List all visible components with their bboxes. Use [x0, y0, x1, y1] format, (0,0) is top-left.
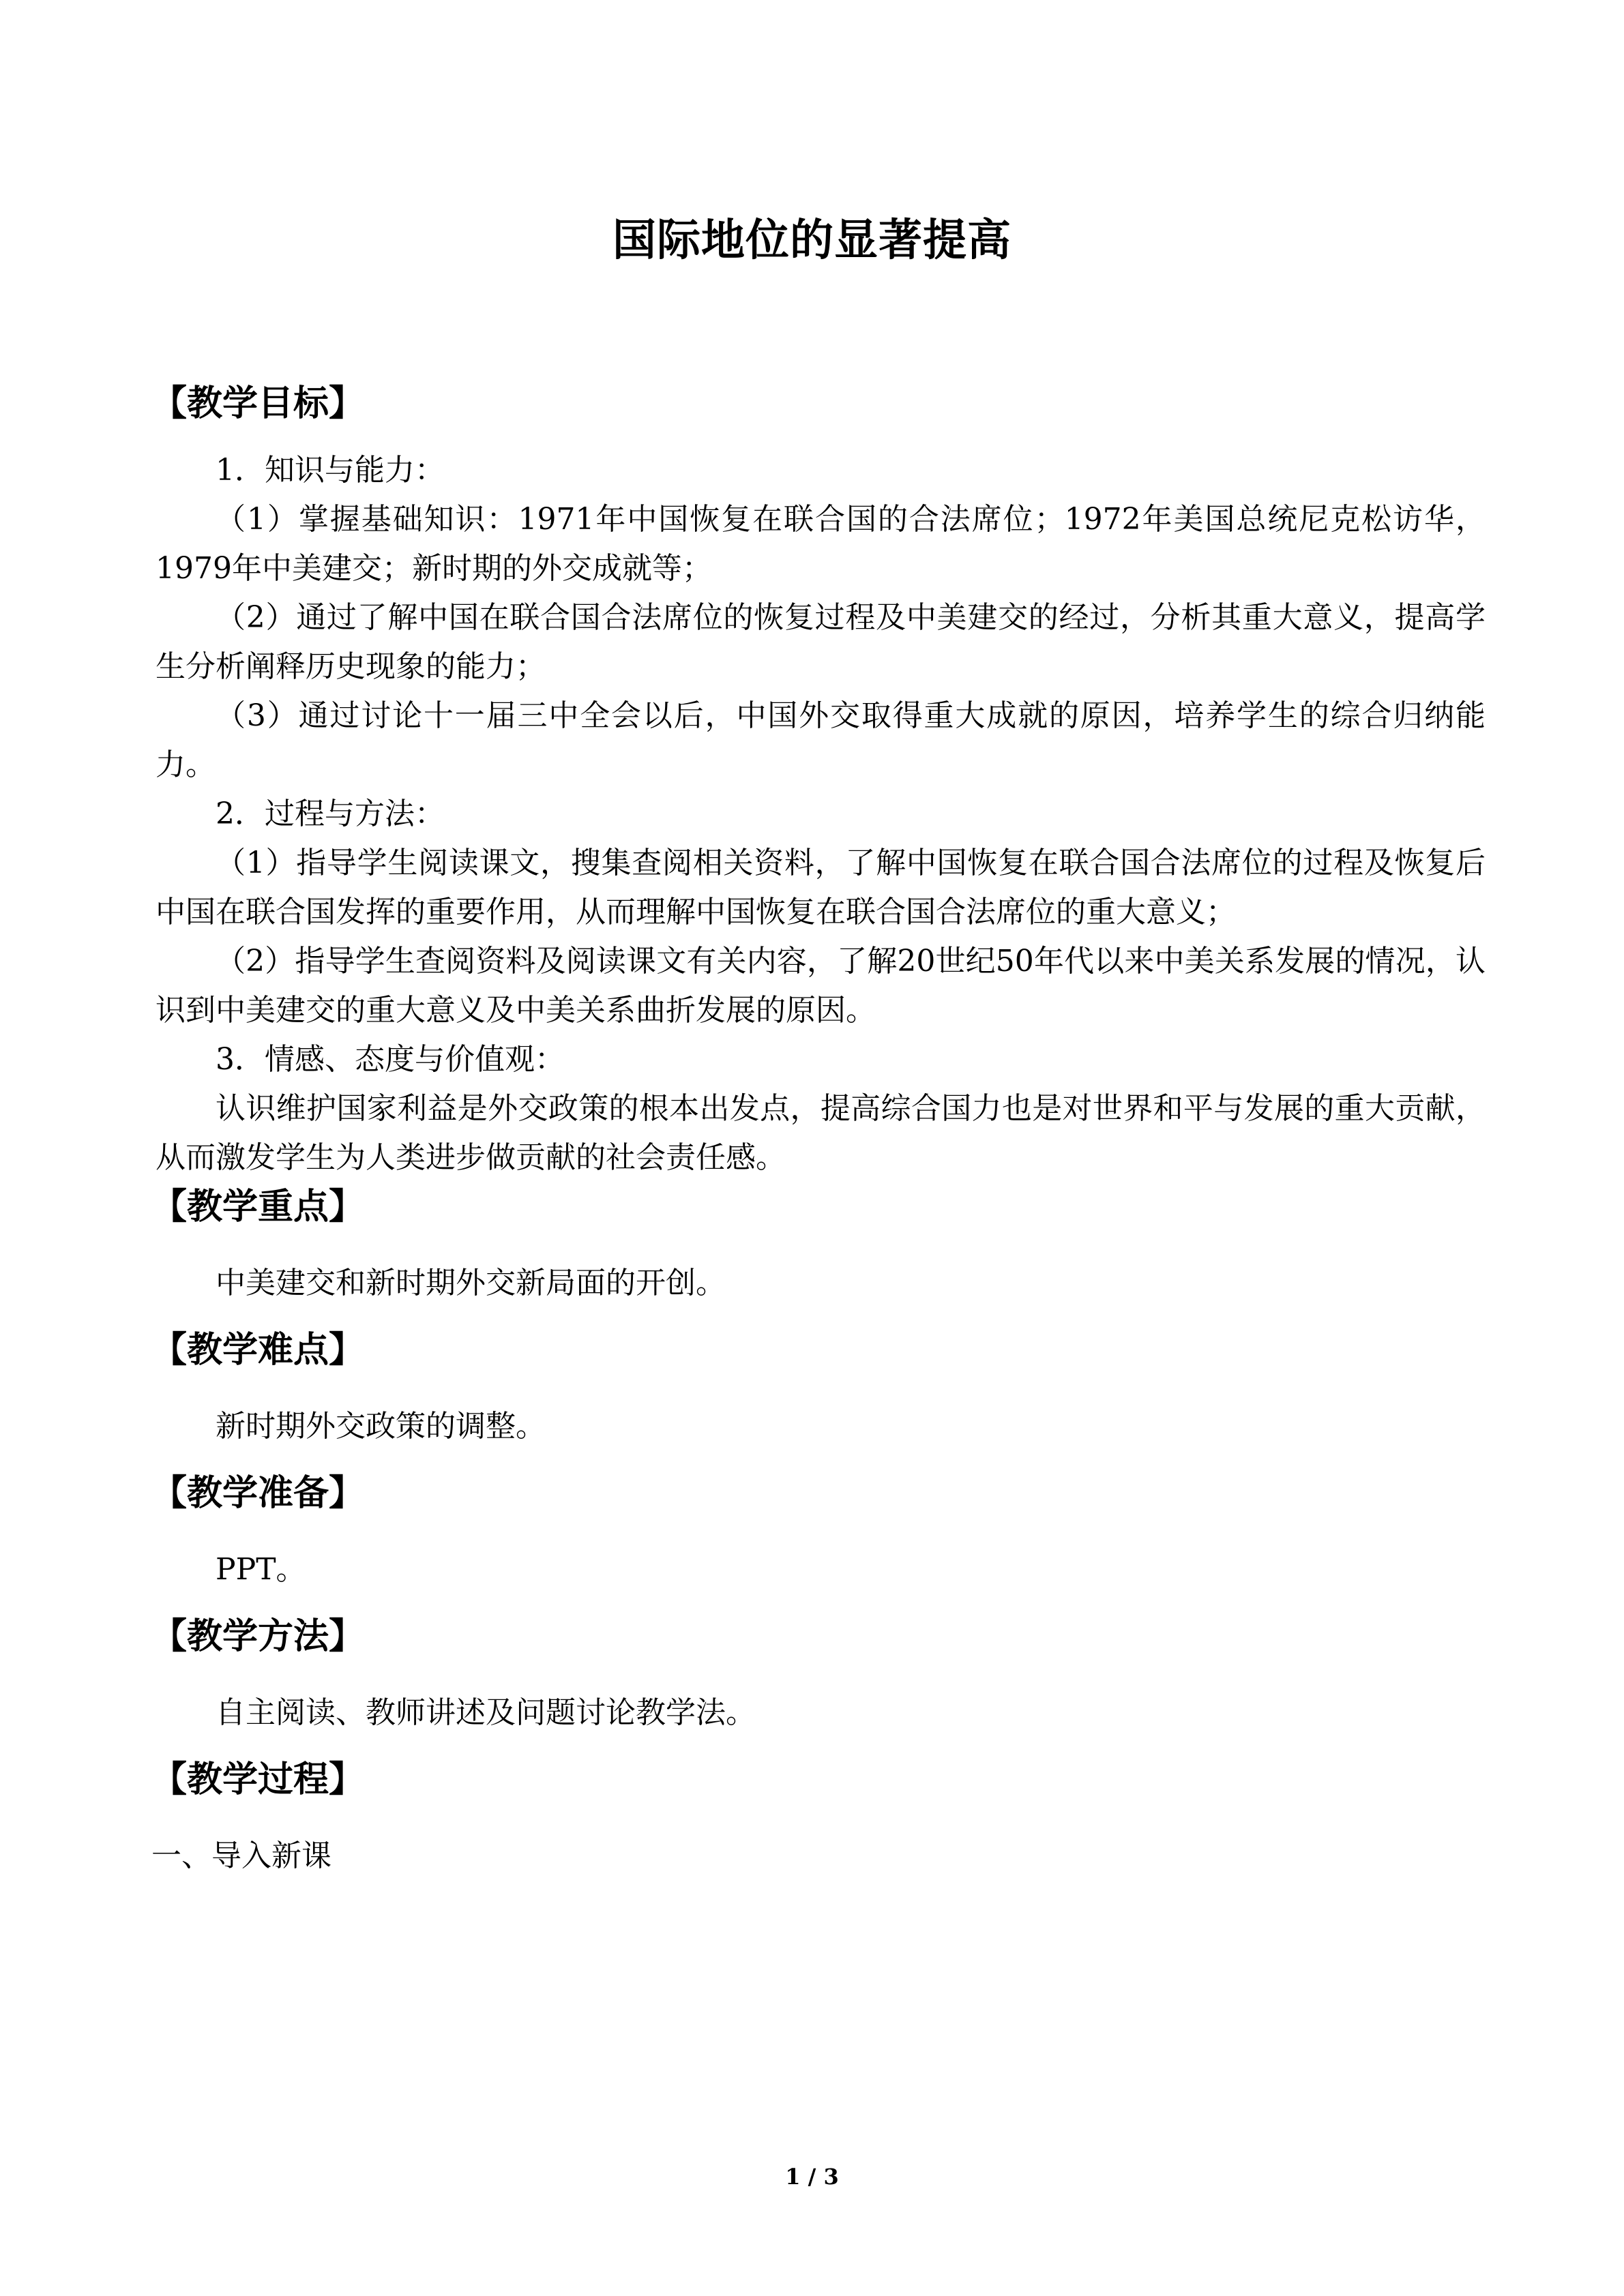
- goal-paragraph-6: 认识维护国家利益是外交政策的根本出发点，提高综合国力也是对世界和平与发展的重大贡献，从而激发学生为人类进步做贡献的社会责任感。: [156, 1091, 1486, 1175]
- goal-item-1: 1．知识与能力：: [216, 453, 445, 488]
- preparation-text: PPT。: [216, 1552, 306, 1587]
- methods-text: 自主阅读、教师讲述及问题讨论教学法。: [216, 1695, 756, 1730]
- document-title: 国际地位的显著提高: [612, 215, 1012, 266]
- goal-item-2: 2．过程与方法：: [216, 796, 445, 831]
- key-points-text: 中美建交和新时期外交新局面的开创。: [216, 1266, 726, 1300]
- section-heading-preparation: 【教学准备】: [151, 1473, 365, 1514]
- page-number: 1 / 3: [785, 2164, 839, 2190]
- goal-paragraph-1: （1）掌握基础知识：1971年中国恢复在联合国的合法席位；1972年美国总统尼克松访华，1979年中美建交；新时期的外交成就等；: [156, 502, 1486, 586]
- process-subheading-1: 一、导入新课: [151, 1838, 331, 1873]
- goal-paragraph-4: （1）指导学生阅读课文，搜集查阅相关资料，了解中国恢复在联合国合法席位的过程及恢复后中国在联合国发挥的重要作用，从而理解中国恢复在联合国合法席位的重大意义；: [156, 846, 1486, 929]
- goal-item-3: 3．情感、态度与价值观：: [216, 1042, 565, 1077]
- section-heading-goals: 【教学目标】: [151, 383, 365, 424]
- difficulties-text: 新时期外交政策的调整。: [216, 1409, 546, 1444]
- section-heading-process: 【教学过程】: [151, 1759, 365, 1800]
- section-heading-key-points: 【教学重点】: [151, 1187, 365, 1227]
- section-heading-methods: 【教学方法】: [151, 1616, 365, 1657]
- goal-paragraph-2: （2）通过了解中国在联合国合法席位的恢复过程及中美建交的经过，分析其重大意义，提高学生分析阐释历史现象的能力；: [156, 600, 1486, 684]
- document-body: [151, 379, 1486, 1881]
- goal-paragraph-3: （3）通过讨论十一届三中全会以后，中国外交取得重大成就的原因，培养学生的综合归纳能力。: [156, 698, 1486, 782]
- goal-paragraph-5: （2）指导学生查阅资料及阅读课文有关内容，了解20世纪50年代以来中美关系发展的情况，认识到中美建交的重大意义及中美关系曲折发展的原因。: [156, 944, 1486, 1028]
- section-heading-difficulties: 【教学难点】: [151, 1330, 365, 1371]
